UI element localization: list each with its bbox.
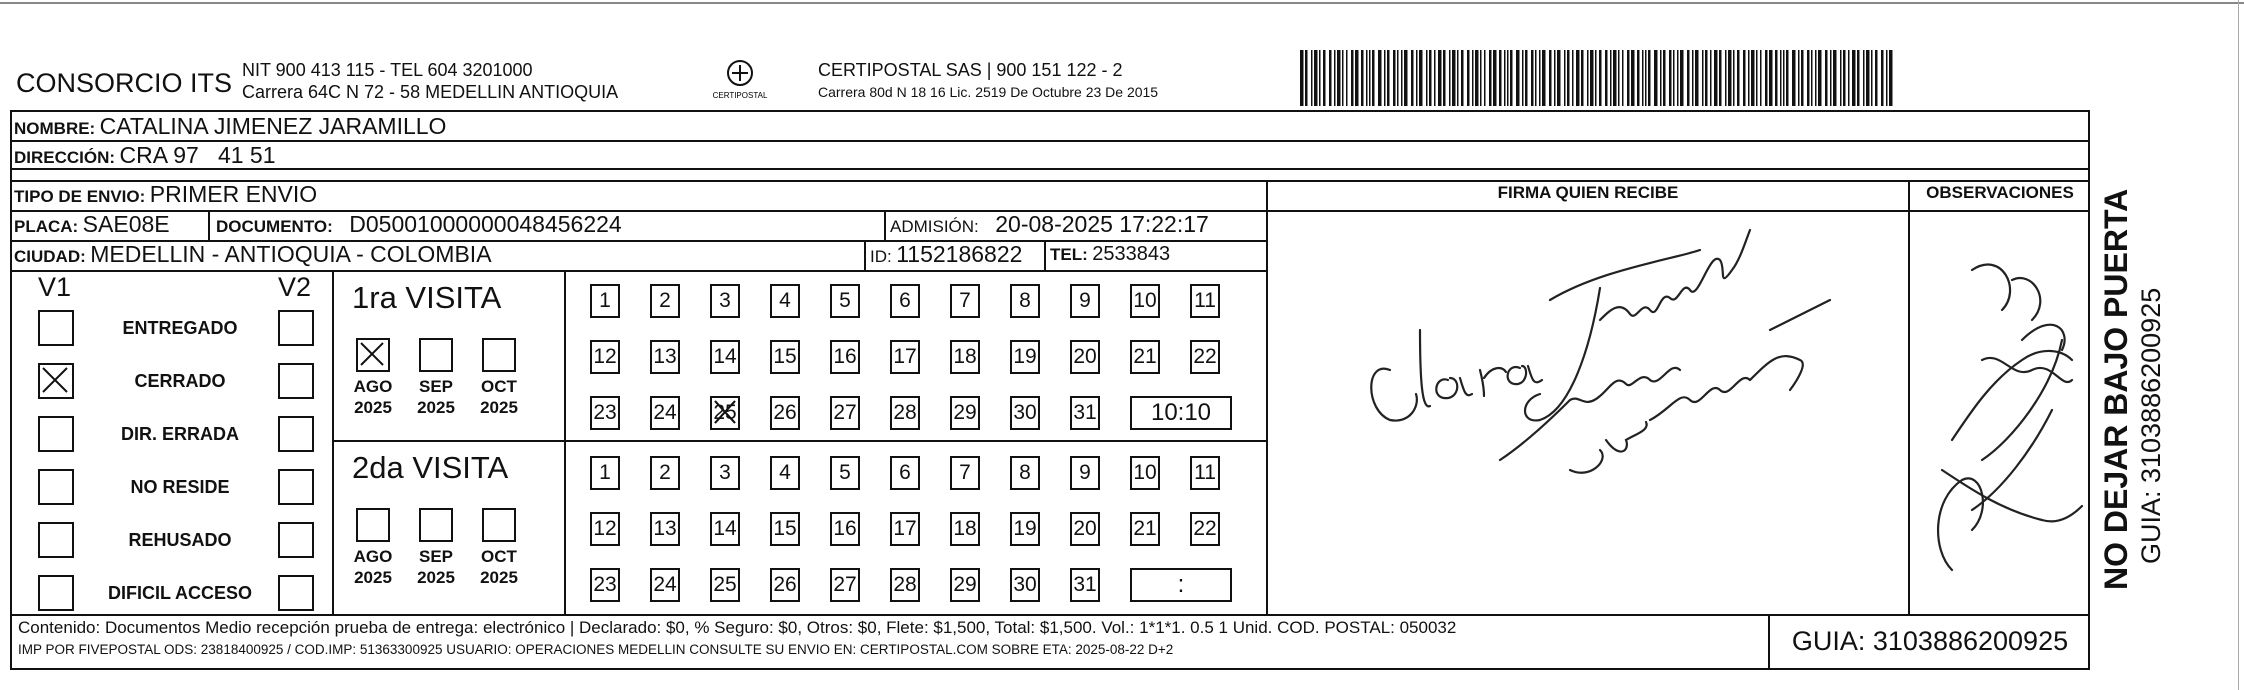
month-checkbox[interactable] xyxy=(356,338,390,372)
visit2-title: 2da VISITA xyxy=(352,450,509,485)
day-box[interactable]: 24 xyxy=(650,396,680,430)
courier-logo-text: CERTIPOSTAL xyxy=(712,91,768,100)
id-cell xyxy=(870,241,1022,267)
barcode-bar xyxy=(1443,50,1446,106)
divider xyxy=(1908,180,1910,614)
day-box[interactable]: 19 xyxy=(1010,512,1040,546)
barcode-bar xyxy=(1434,50,1436,106)
status-option-label: DIR. ERRADA xyxy=(120,424,239,444)
barcode-bar xyxy=(1419,50,1423,106)
barcode-bar xyxy=(1613,50,1617,106)
barcode-bar xyxy=(1599,50,1602,106)
day-box[interactable]: 10 xyxy=(1130,284,1160,318)
barcode-bar xyxy=(1798,50,1800,106)
company-nit: NIT 900 413 115 - TEL 604 3201000 xyxy=(242,60,533,80)
day-box[interactable]: 7 xyxy=(950,456,980,490)
barcode-bar xyxy=(1815,50,1817,106)
barcode-bar xyxy=(1489,50,1492,106)
barcode-bar xyxy=(1531,50,1534,106)
barcode-bar xyxy=(1751,50,1755,106)
status-option-label: NO RESIDE xyxy=(130,477,230,497)
v2-checkbox[interactable] xyxy=(278,469,314,505)
barcode-bar xyxy=(1351,50,1354,106)
barcode-bar xyxy=(1387,50,1390,106)
barcode-bar xyxy=(1314,50,1318,106)
day-box[interactable]: 3 xyxy=(710,284,740,318)
barcode-bar xyxy=(1361,50,1364,106)
barcode-bar xyxy=(1673,50,1675,106)
day-box[interactable]: 28 xyxy=(890,396,920,430)
footer-contenido: Contenido: Documentos Medio recepción prueba de entrega: electrónico | Declarado: $0, % Seguro: $0, Otros: $0, Flete: $1,500, Total: $1,500. Vol.: 1*1*1. 0.5 1 Unid. COD. POSTAL: 050032 xyxy=(18,618,1457,637)
barcode-bar xyxy=(1811,50,1813,106)
day-box[interactable]: 12 xyxy=(590,340,620,374)
barcode-bar xyxy=(1775,50,1778,106)
month-year: 2025 xyxy=(480,568,518,587)
divider xyxy=(10,140,2090,142)
barcode xyxy=(1300,50,1895,106)
day-box[interactable]: 2 xyxy=(650,284,680,318)
barcode-bar xyxy=(1818,50,1822,106)
v1-checkbox[interactable] xyxy=(38,469,74,505)
barcode-bar xyxy=(1384,50,1386,106)
day-box[interactable]: 4 xyxy=(770,456,800,490)
scan-top-edge xyxy=(0,2,2244,4)
barcode-bar xyxy=(1337,50,1341,106)
barcode-bar xyxy=(1610,50,1612,106)
status-option-label: CERRADO xyxy=(134,371,226,391)
barcode-bar xyxy=(1426,50,1428,106)
courier-name: CERTIPOSTAL SAS | 900 151 122 - 2 xyxy=(818,60,1123,80)
documento-cell xyxy=(216,211,622,237)
barcode-bar xyxy=(1748,50,1750,106)
barcode-bar xyxy=(1648,50,1651,106)
barcode-bar xyxy=(1564,50,1566,106)
day-box[interactable]: 5 xyxy=(830,284,860,318)
day-box[interactable]: 29 xyxy=(950,568,980,602)
barcode-bar xyxy=(1857,50,1860,106)
day-box[interactable]: 15 xyxy=(770,340,800,374)
barcode-bar xyxy=(1510,50,1513,106)
ciudad-value: MEDELLIN - ANTIOQUIA - COLOMBIA xyxy=(90,241,492,267)
day-box[interactable]: 14 xyxy=(710,340,740,374)
day-box[interactable]: 8 xyxy=(1010,456,1040,490)
day-box[interactable]: 8 xyxy=(1010,284,1040,318)
month-year: 2025 xyxy=(417,398,455,417)
check-mark-icon xyxy=(358,340,388,370)
day-box[interactable]: 31 xyxy=(1070,396,1100,430)
tel-value: 2533843 xyxy=(1092,243,1171,265)
day-box[interactable]: 27 xyxy=(830,396,860,430)
barcode-bar xyxy=(1378,50,1382,106)
barcode-bar xyxy=(1760,50,1762,106)
barcode-bar xyxy=(1311,50,1313,106)
divider xyxy=(864,240,866,270)
barcode-bar xyxy=(1590,50,1594,106)
barcode-bar xyxy=(1728,50,1732,106)
barcode-bar xyxy=(1329,50,1332,106)
barcode-bar xyxy=(1786,50,1789,106)
day-box[interactable]: 3 xyxy=(710,456,740,490)
side-guia: GUIA: 3103886200925 xyxy=(2136,287,2166,564)
placa-value: SAE08E xyxy=(82,211,170,237)
month-year: 2025 xyxy=(354,398,392,417)
barcode-bar xyxy=(1695,50,1699,106)
barcode-bar xyxy=(1714,50,1718,106)
time-box[interactable]: : xyxy=(1130,568,1232,602)
barcode-bar xyxy=(1848,50,1850,106)
footer-guia: GUIA: 3103886200925 xyxy=(1791,626,2069,656)
day-box[interactable]: 25 xyxy=(710,568,740,602)
day-box[interactable]: 21 xyxy=(1130,340,1160,374)
v1-checkbox[interactable] xyxy=(38,416,74,452)
barcode-bar xyxy=(1305,50,1308,106)
day-box[interactable]: 5 xyxy=(830,456,860,490)
barcode-bar xyxy=(1680,50,1684,106)
v2-checkbox[interactable] xyxy=(278,310,314,346)
day-box[interactable]: 11 xyxy=(1190,456,1220,490)
barcode-bar xyxy=(1480,50,1482,106)
v1-header: V1 xyxy=(38,272,72,302)
barcode-bar xyxy=(1660,50,1662,106)
barcode-bar xyxy=(1825,50,1828,106)
day-box[interactable]: 18 xyxy=(950,512,980,546)
tipo-envio-value: PRIMER ENVIO xyxy=(149,181,318,207)
check-mark-icon xyxy=(40,365,72,397)
documento-label: DOCUMENTO: xyxy=(216,217,333,236)
observaciones-signature xyxy=(1912,210,2088,610)
barcode-bar xyxy=(1833,50,1837,106)
status-option-label: DIFICIL ACCESO xyxy=(107,583,252,603)
barcode-bar xyxy=(1581,50,1584,106)
v2-checkbox[interactable] xyxy=(278,522,314,558)
documento-value: D05001000000048456224 xyxy=(349,211,622,237)
visit1-title: 1ra VISITA xyxy=(352,280,502,315)
barcode-bar xyxy=(1452,50,1456,106)
day-box[interactable]: 9 xyxy=(1070,456,1100,490)
barcode-bar xyxy=(1372,50,1375,106)
day-box[interactable]: 13 xyxy=(650,340,680,374)
day-box[interactable]: 17 xyxy=(890,512,920,546)
barcode-bar xyxy=(1863,50,1865,106)
placa-label: PLACA: xyxy=(14,217,79,236)
day-box[interactable]: 22 xyxy=(1190,340,1220,374)
day-box[interactable]: 10 xyxy=(1130,456,1160,490)
barcode-bar xyxy=(1843,50,1846,106)
recipient-signature xyxy=(1270,210,1906,610)
barcode-bar xyxy=(1705,50,1708,106)
barcode-bar xyxy=(1493,50,1497,106)
day-box[interactable]: 4 xyxy=(770,284,800,318)
barcode-bar xyxy=(1807,50,1810,106)
barcode-bar xyxy=(1504,50,1506,106)
courier-logo xyxy=(712,56,768,104)
barcode-bar xyxy=(1525,50,1528,106)
barcode-bar xyxy=(1319,50,1321,106)
barcode-bar xyxy=(1719,50,1722,106)
day-box[interactable]: 7 xyxy=(950,284,980,318)
day-box[interactable]: 29 xyxy=(950,396,980,430)
barcode-bar xyxy=(1567,50,1570,106)
admision-value: 20-08-2025 17:22:17 xyxy=(995,211,1209,237)
barcode-bar xyxy=(1366,50,1368,106)
month-checkbox[interactable] xyxy=(419,338,453,372)
divider xyxy=(10,180,2090,182)
barcode-bar xyxy=(1871,50,1873,106)
nombre-value: CATALINA JIMENEZ JARAMILLO xyxy=(99,113,447,139)
day-box[interactable]: 16 xyxy=(830,512,860,546)
tel-cell xyxy=(1050,241,1170,267)
barcode-bar xyxy=(1535,50,1537,106)
v2-checkbox[interactable] xyxy=(278,575,314,611)
barcode-bar xyxy=(1595,50,1597,106)
footer-imp: IMP POR FIVEPOSTAL ODS: 23818400925 / COD.IMP: 51363300925 USUARIO: OPERACIONES MEDELLIN CONSULTE SU ENVIO EN: CERTIPOSTAL.COM SOBRE ETA: 2025-08-22 D+2 xyxy=(18,642,1174,657)
day-box[interactable]: 23 xyxy=(590,568,620,602)
firma-header: FIRMA QUIEN RECIBE xyxy=(1497,183,1679,202)
divider xyxy=(884,210,886,240)
v2-checkbox[interactable] xyxy=(278,363,314,399)
day-box[interactable]: 22 xyxy=(1190,512,1220,546)
barcode-bar xyxy=(1677,50,1679,106)
barcode-bar xyxy=(1522,50,1524,106)
barcode-bar xyxy=(1404,50,1408,106)
month-year: 2025 xyxy=(480,398,518,417)
barcode-bar xyxy=(1401,50,1403,106)
barcode-bar xyxy=(1642,50,1644,106)
barcode-bar xyxy=(1645,50,1647,106)
day-box[interactable]: 26 xyxy=(770,396,800,430)
v2-checkbox[interactable] xyxy=(278,416,314,452)
placa-cell xyxy=(14,211,170,237)
day-box[interactable]: 20 xyxy=(1070,512,1100,546)
divider xyxy=(10,614,2090,616)
month-checkbox[interactable] xyxy=(482,338,516,372)
day-box[interactable]: 23 xyxy=(590,396,620,430)
month-checkbox[interactable] xyxy=(482,508,516,542)
status-option-label: ENTREGADO xyxy=(122,318,238,338)
barcode-bar xyxy=(1886,50,1888,106)
month-label: OCT xyxy=(481,547,517,566)
barcode-bar xyxy=(1467,50,1470,106)
divider xyxy=(332,270,334,614)
divider xyxy=(564,270,566,614)
barcode-bar xyxy=(1557,50,1561,106)
month-label: AGO xyxy=(353,547,393,566)
tel-label: TEL: xyxy=(1050,245,1088,264)
barcode-bar xyxy=(1725,50,1727,106)
barcode-bar xyxy=(1472,50,1474,106)
company-name: CONSORCIO ITS xyxy=(16,68,233,98)
divider xyxy=(10,270,1268,272)
barcode-bar xyxy=(1769,50,1773,106)
divider xyxy=(10,168,2090,170)
courier-address: Carrera 80d N 18 16 Lic. 2519 De Octubre 23 De 2015 xyxy=(818,84,1159,100)
barcode-bar xyxy=(1780,50,1782,106)
month-year: 2025 xyxy=(417,568,455,587)
barcode-bar xyxy=(1457,50,1459,106)
barcode-bar xyxy=(1397,50,1399,106)
company-address: Carrera 64C N 72 - 58 MEDELLIN ANTIOQUIA xyxy=(242,82,619,102)
barcode-bar xyxy=(1461,50,1464,106)
barcode-bar xyxy=(1576,50,1580,106)
barcode-bar xyxy=(1475,50,1479,106)
barcode-bar xyxy=(1622,50,1624,106)
barcode-bar xyxy=(1840,50,1842,106)
id-label: ID: xyxy=(870,247,892,266)
month-label: SEP xyxy=(418,547,454,566)
tipo-envio-label: TIPO DE ENVIO: xyxy=(14,187,146,206)
barcode-bar xyxy=(1549,50,1552,106)
ciudad-label: CIUDAD: xyxy=(14,247,86,266)
day-box[interactable]: 27 xyxy=(830,568,860,602)
barcode-bar xyxy=(1654,50,1658,106)
day-box[interactable]: 17 xyxy=(890,340,920,374)
barcode-bar xyxy=(1743,50,1746,106)
direccion-value: CRA 97 41 51 xyxy=(119,142,276,168)
direccion-label: DIRECCIÓN: xyxy=(14,148,116,167)
barcode-bar xyxy=(1605,50,1608,106)
barcode-bar xyxy=(1733,50,1735,106)
day-box[interactable]: 18 xyxy=(950,340,980,374)
month-label: AGO xyxy=(353,377,393,396)
barcode-bar xyxy=(1572,50,1574,106)
day-box[interactable]: 20 xyxy=(1070,340,1100,374)
barcode-bar xyxy=(1801,50,1804,106)
day-box[interactable]: 11 xyxy=(1190,284,1220,318)
day-box[interactable]: 25 xyxy=(710,396,740,430)
direccion-row xyxy=(14,142,276,168)
barcode-bar xyxy=(1334,50,1336,106)
barcode-bar xyxy=(1737,50,1740,106)
divider xyxy=(208,210,210,240)
barcode-bar xyxy=(1323,50,1326,106)
nombre-label: NOMBRE: xyxy=(14,119,96,138)
barcode-bar xyxy=(1866,50,1870,106)
barcode-bar xyxy=(1355,50,1359,106)
tipo-envio-row xyxy=(14,181,317,207)
barcode-bar xyxy=(1669,50,1672,106)
side-warning: NO DEJAR BAJO PUERTA xyxy=(2098,188,2134,590)
barcode-bar xyxy=(1756,50,1758,106)
barcode-bar xyxy=(1429,50,1432,106)
nombre-row xyxy=(14,113,446,139)
day-box[interactable]: 16 xyxy=(830,340,860,374)
time-box[interactable]: 10:10 xyxy=(1130,396,1232,430)
day-box[interactable]: 31 xyxy=(1070,568,1100,602)
barcode-bar xyxy=(1587,50,1589,106)
barcode-bar xyxy=(1687,50,1690,106)
divider xyxy=(332,440,1268,442)
barcode-bar xyxy=(1369,50,1371,106)
barcode-bar xyxy=(1875,50,1878,106)
barcode-bar xyxy=(1889,50,1893,106)
day-box[interactable]: 30 xyxy=(1010,568,1040,602)
month-label: OCT xyxy=(481,377,517,396)
v1-checkbox[interactable] xyxy=(38,575,74,611)
courier-logo-icon xyxy=(712,56,768,104)
barcode-bar xyxy=(1710,50,1712,106)
barcode-bar xyxy=(1627,50,1630,106)
barcode-bar xyxy=(1484,50,1486,106)
admision-cell xyxy=(890,211,1209,237)
day-box[interactable]: 1 xyxy=(590,456,620,490)
barcode-bar xyxy=(1507,50,1509,106)
barcode-bar xyxy=(1852,50,1856,106)
barcode-bar xyxy=(1499,50,1502,106)
day-box[interactable]: 1 xyxy=(590,284,620,318)
id-value: 1152186822 xyxy=(896,241,1023,267)
status-option-label: REHUSADO xyxy=(128,530,232,550)
month-label: SEP xyxy=(418,377,454,396)
day-box[interactable]: 9 xyxy=(1070,284,1100,318)
divider xyxy=(1266,180,1268,614)
month-checkbox[interactable] xyxy=(419,508,453,542)
v2-header: V2 xyxy=(278,272,312,302)
month-checkbox[interactable] xyxy=(356,508,390,542)
barcode-bar xyxy=(1618,50,1620,106)
barcode-bar xyxy=(1663,50,1666,106)
barcode-bar xyxy=(1631,50,1635,106)
v1-checkbox[interactable] xyxy=(38,310,74,346)
day-box[interactable]: 30 xyxy=(1010,396,1040,430)
day-box[interactable]: 21 xyxy=(1130,512,1160,546)
day-box[interactable]: 19 xyxy=(1010,340,1040,374)
barcode-bar xyxy=(1438,50,1442,106)
day-box[interactable]: 6 xyxy=(890,284,920,318)
check-mark-icon xyxy=(712,398,740,428)
barcode-bar xyxy=(1393,50,1396,106)
barcode-bar xyxy=(1792,50,1796,106)
barcode-bar xyxy=(1692,50,1694,106)
divider xyxy=(1044,240,1046,270)
barcode-bar xyxy=(1539,50,1541,106)
barcode-bar xyxy=(1342,50,1344,106)
ciudad-cell xyxy=(14,241,492,267)
barcode-bar xyxy=(1449,50,1451,106)
barcode-bar xyxy=(1554,50,1556,106)
day-box[interactable]: 26 xyxy=(770,568,800,602)
barcode-bar xyxy=(1637,50,1640,106)
day-box[interactable]: 14 xyxy=(710,512,740,546)
day-box[interactable]: 13 xyxy=(650,512,680,546)
barcode-bar xyxy=(1346,50,1348,106)
barcode-bar xyxy=(1411,50,1414,106)
barcode-bar xyxy=(1765,50,1768,106)
v1-checkbox[interactable] xyxy=(38,522,74,558)
barcode-bar xyxy=(1300,50,1304,106)
day-box[interactable]: 24 xyxy=(650,568,680,602)
barcode-bar xyxy=(1881,50,1884,106)
barcode-bar xyxy=(1702,50,1704,106)
barcode-bar xyxy=(1830,50,1832,106)
month-year: 2025 xyxy=(354,568,392,587)
barcode-bar xyxy=(1783,50,1785,106)
day-box[interactable]: 12 xyxy=(590,512,620,546)
admision-label: ADMISIÓN: xyxy=(890,217,979,236)
v1-checkbox[interactable] xyxy=(38,363,74,399)
day-box[interactable]: 15 xyxy=(770,512,800,546)
day-box[interactable]: 2 xyxy=(650,456,680,490)
barcode-bar xyxy=(1542,50,1546,106)
observaciones-header: OBSERVACIONES xyxy=(1926,183,2074,202)
barcode-bar xyxy=(1416,50,1418,106)
day-box[interactable]: 6 xyxy=(890,456,920,490)
barcode-bar xyxy=(1516,50,1520,106)
day-box[interactable]: 28 xyxy=(890,568,920,602)
scan-right-edge xyxy=(2238,0,2239,690)
